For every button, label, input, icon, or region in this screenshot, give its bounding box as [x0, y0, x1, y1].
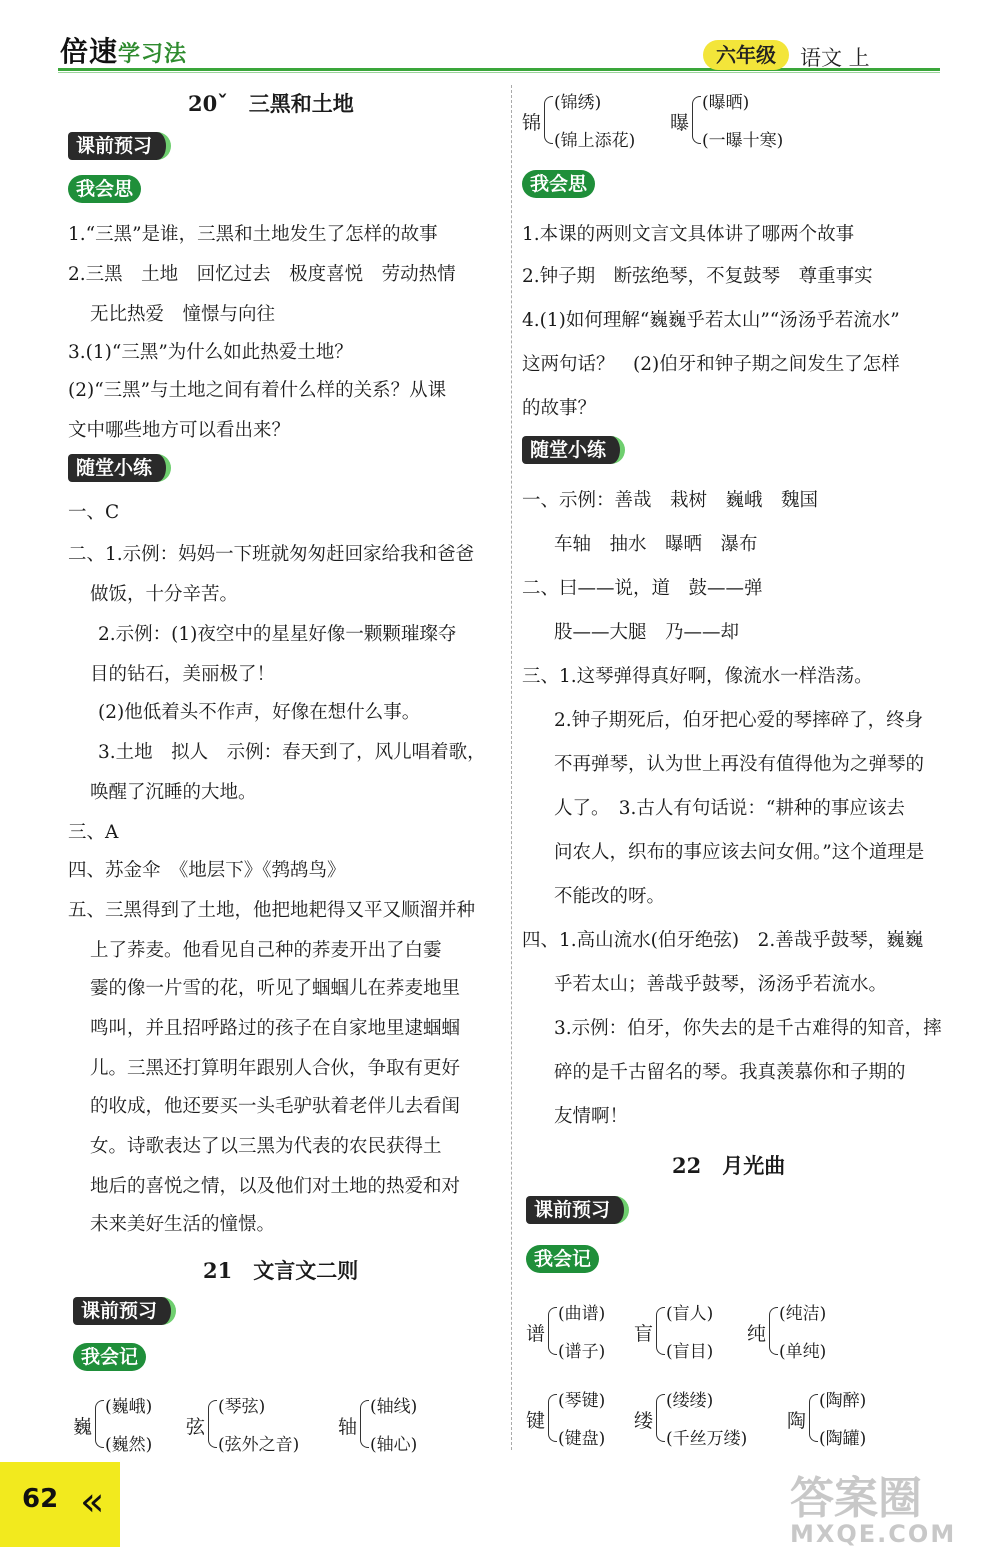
tag-remember-22: 我会记: [526, 1245, 599, 1273]
grade-badge: 六年级: [703, 40, 789, 70]
think-line: 的故事？: [522, 398, 597, 419]
think-line: 1.“三黑”是谁，三黑和土地发生了怎样的故事: [68, 224, 438, 245]
practice-line: 乎若太山；善哉乎鼓琴，汤汤乎若流水。: [554, 974, 888, 995]
practice-line: 股——大腿 乃——却: [554, 622, 740, 643]
tag-preview-22: 课前预习: [526, 1196, 629, 1224]
practice-line: 三、A: [68, 822, 119, 843]
practice-line: 儿。三黑还打算明年跟别人合伙，争取有更好: [90, 1058, 461, 1079]
brace: [809, 1394, 818, 1442]
lesson-21-title: 21 文言文二则: [203, 1258, 359, 1283]
lesson-22-title: 22 月光曲: [672, 1153, 786, 1178]
column-separator: [511, 85, 512, 1450]
word-group: [186, 1397, 336, 1455]
brace: [692, 96, 701, 144]
brace: [769, 1307, 778, 1355]
word-2: (巍然): [105, 1435, 153, 1455]
word-group: [634, 1391, 784, 1449]
word-group: [787, 1391, 907, 1449]
word-char: 盲: [634, 1323, 654, 1345]
practice-line: 四、1.高山流水(伯牙绝弦) 2.善哉乎鼓琴，巍巍: [522, 930, 924, 951]
brace: [548, 1307, 557, 1355]
page-header: [0, 0, 1000, 80]
word-2: (弦外之音): [218, 1435, 300, 1455]
practice-line: 的收成，他还要买一头毛驴驮着老伴儿去看闺: [90, 1096, 461, 1117]
word-group: [73, 1397, 193, 1455]
think-line: 2.三黑 土地 回忆过去 极度喜悦 劳动热情: [68, 264, 456, 285]
think-line: 1.本课的两则文言文具体讲了哪两个故事: [522, 224, 855, 245]
practice-line: 五、三黑得到了土地，他把地耙得又平又顺溜并种: [68, 900, 476, 921]
tag-think: 我会思: [68, 175, 141, 203]
word-char: 锦: [522, 112, 542, 134]
word-group: [526, 1304, 646, 1362]
think-line: (2)“三黑”与土地之间有着什么样的关系？从课: [68, 380, 447, 401]
word-2: (谱子): [558, 1342, 606, 1362]
tag-preview-21: 课前预习: [73, 1297, 176, 1325]
word-1: (纯洁): [779, 1304, 827, 1324]
word-1: (琴弦): [218, 1397, 266, 1417]
lesson-20-title: 20ˇ 三黑和土地: [188, 91, 354, 116]
word-group: [670, 93, 830, 151]
practice-line: 四、苏金伞 《地层下》《鹁鸪鸟》: [68, 860, 346, 881]
think-line: 这两句话？ (2)伯牙和钟子期之间发生了怎样: [522, 354, 900, 375]
subject-label: 语文 上: [800, 46, 870, 70]
word-1: (锦绣): [554, 93, 602, 113]
practice-line: 问农人，织布的事应该去问女佣。”这个道理是: [554, 842, 925, 863]
practice-line: 人了。 3.古人有句话说：“耕种的事应该去: [554, 798, 905, 819]
brace: [656, 1394, 665, 1442]
page-number-block: [0, 1462, 120, 1547]
practice-line: 一、示例：善哉 栽树 巍峨 魏国: [522, 490, 819, 511]
word-char: 缕: [634, 1410, 654, 1432]
word-2: (锦上添花): [554, 131, 636, 151]
brand-main: 倍速: [60, 35, 119, 68]
practice-line: 一、C: [68, 502, 120, 523]
word-1: (轴线): [370, 1397, 418, 1417]
practice-line: 2.钟子期死后，伯牙把心爱的琴摔碎了，终身: [554, 710, 924, 731]
tag-think: 我会思: [522, 170, 595, 198]
word-group: [526, 1391, 646, 1449]
think-line: 无比热爱 憧憬与向往: [90, 304, 276, 325]
practice-line: 未来美好生活的憧憬。: [90, 1214, 276, 1235]
practice-line: 不再弹琴，认为世上再没有值得他为之弹琴的: [554, 754, 925, 775]
word-1: (琴键): [558, 1391, 606, 1411]
brand-sub: 学习法: [118, 42, 188, 67]
practice-line: 目的钻石，美丽极了！: [90, 664, 276, 685]
practice-line: 上了荞麦。他看见自己种的荞麦开出了白霎: [90, 940, 442, 961]
word-1: (曝晒): [702, 93, 750, 113]
double-chevron-icon: «: [80, 1479, 95, 1525]
practice-line: (2)他低着头不作声，好像在想什么事。: [98, 702, 421, 723]
brace: [544, 96, 553, 144]
word-2: (轴心): [370, 1435, 418, 1455]
practice-line: 2.示例：(1)夜空中的星星好像一颗颗璀璨夺: [98, 624, 457, 645]
think-line: 3.(1)“三黑”为什么如此热爱土地？: [68, 342, 353, 363]
word-1: (巍峨): [105, 1397, 153, 1417]
practice-line: 二、曰——说，道 鼓——弹: [522, 578, 763, 599]
word-2: (一曝十寒): [702, 131, 784, 151]
header-rule-thin: [58, 72, 940, 73]
practice-line: 碎的是千古留名的琴。我真羡慕你和子期的: [554, 1062, 906, 1083]
word-char: 曝: [670, 112, 690, 134]
word-group: [338, 1397, 458, 1455]
word-char: 轴: [338, 1416, 358, 1438]
word-2: (陶罐): [819, 1429, 867, 1449]
word-char: 弦: [186, 1416, 206, 1438]
tag-preview: 课前预习: [68, 132, 171, 160]
watermark-url: MXQE.COM: [790, 1520, 957, 1548]
practice-line: 3.示例：伯牙，你失去的是千古难得的知音，摔: [554, 1018, 942, 1039]
page-number: 62: [22, 1484, 59, 1514]
practice-line: 女。诗歌表达了以三黑为代表的农民获得土: [90, 1136, 442, 1157]
brand-logo: [60, 30, 187, 70]
word-char: 键: [526, 1410, 546, 1432]
think-line: 2.钟子期 断弦绝琴，不复鼓琴 尊重事实: [522, 266, 873, 287]
tag-practice: 随堂小练: [68, 454, 171, 482]
practice-line: 地后的喜悦之情，以及他们对土地的热爱和对: [90, 1176, 461, 1197]
word-char: 谱: [526, 1323, 546, 1345]
word-char: 陶: [787, 1410, 807, 1432]
watermark-logo: 答案圈: [790, 1473, 922, 1524]
word-char: 巍: [73, 1416, 93, 1438]
word-1: (盲人): [666, 1304, 714, 1324]
practice-line: 二、1.示例：妈妈一下班就匆匆赶回家给我和爸爸: [68, 544, 475, 565]
word-2: (键盘): [558, 1429, 606, 1449]
practice-line: 做饭，十分辛苦。: [90, 584, 239, 605]
practice-line: 唤醒了沉睡的大地。: [90, 782, 257, 803]
practice-line: 车轴 抽水 曝晒 瀑布: [554, 534, 758, 555]
practice-line: 鸣叫，并且招呼路过的孩子在自家地里逮蝈蝈: [90, 1018, 461, 1039]
practice-line: 霎的像一片雪的花，听见了蝈蝈儿在荞麦地里: [90, 978, 461, 999]
practice-line: 三、1.这琴弹得真好啊，像流水一样浩荡。: [522, 666, 873, 687]
tag-practice: 随堂小练: [522, 436, 625, 464]
watermark: [790, 1462, 956, 1548]
practice-line: 不能改的呀。: [554, 886, 666, 907]
word-1: (曲谱): [558, 1304, 606, 1324]
think-line: 文中哪些地方可以看出来？: [68, 420, 291, 441]
think-line: 4.(1)如何理解“巍巍乎若太山”“汤汤乎若流水”: [522, 310, 900, 331]
word-group: [747, 1304, 867, 1362]
brace: [208, 1400, 217, 1448]
tag-remember-21: 我会记: [73, 1343, 146, 1371]
word-group: [522, 93, 672, 151]
word-1: (陶醉): [819, 1391, 867, 1411]
word-1: (缕缕): [666, 1391, 714, 1411]
practice-line: 友情啊！: [554, 1106, 629, 1127]
word-2: (盲目): [666, 1342, 714, 1362]
brace: [360, 1400, 369, 1448]
word-group: [634, 1304, 754, 1362]
brace: [548, 1394, 557, 1442]
brace: [95, 1400, 104, 1448]
brace: [656, 1307, 665, 1355]
word-2: (单纯): [779, 1342, 827, 1362]
word-2: (千丝万缕): [666, 1429, 748, 1449]
word-char: 纯: [747, 1323, 767, 1345]
practice-line: 3.土地 拟人 示例：春天到了，风儿唱着歌，: [98, 742, 486, 763]
